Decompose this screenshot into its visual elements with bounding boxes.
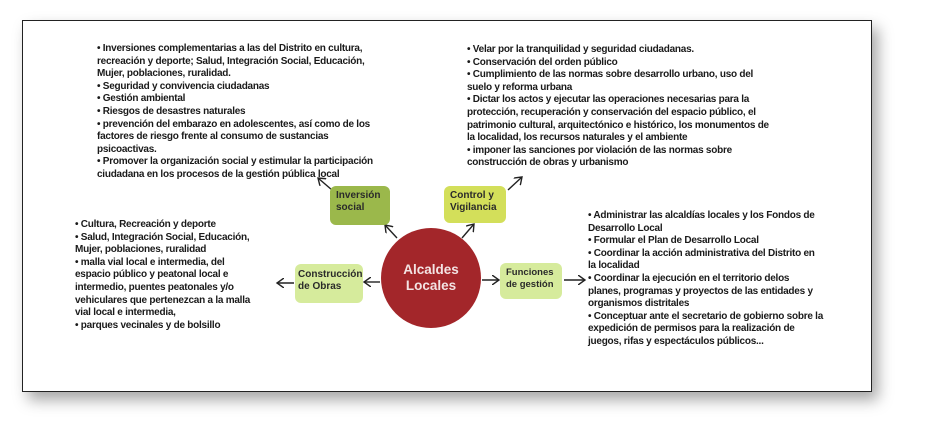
node-label: de gestión (506, 279, 554, 290)
text-line: planes, programas y proyectos de las entidades y (588, 285, 813, 297)
node-funciones-gestion (500, 263, 562, 299)
text-line: patrimonio cultural, arquitectónico e histórico, los monumentos de (467, 119, 769, 131)
node-label: Inversión (336, 190, 381, 201)
text-line: ciudadana en los procesos de la gestión pública local (97, 168, 340, 180)
text-line: • prevención del embarazo en adolescentes, así como de los (97, 118, 370, 130)
text-line: • Administrar las alcaldías locales y los Fondos de (588, 210, 815, 221)
text-line: Mujer, poblaciones, ruralidad (75, 244, 207, 256)
text-line: expedición de permisos para la realización de (588, 323, 795, 335)
text-line: • Conservación del orden público (467, 56, 618, 68)
text-line: • Coordinar la acción administrativa del Distrito en (588, 247, 815, 259)
text-line: • Seguridad y convivencia ciudadanas (97, 80, 270, 92)
text-line: • parques vecinales y de bolsillo (75, 319, 221, 331)
funciones-gestion-text (588, 210, 823, 349)
text-line: protección, recuperación y conservación del espacio público, el (467, 106, 756, 118)
text-line: Mujer, poblaciones, ruralidad. (97, 68, 231, 80)
construccion-obras-text (75, 219, 250, 332)
text-line: • Cumplimiento de las normas sobre desarrollo urbano, uso del (467, 69, 754, 81)
text-line: • Formular el Plan de Desarrollo Local (588, 235, 759, 247)
control-vigilancia-text (467, 44, 769, 170)
text-line: construcción de obras y urbanismo (467, 157, 629, 169)
text-line: vial local e intermedia, (75, 307, 176, 319)
center-label-line2: Locales (405, 278, 457, 293)
text-line: la localidad (588, 260, 640, 272)
node-label: social (336, 202, 365, 213)
text-line: • Dictar los actos y ejecutar las operaciones necesarias para la (467, 94, 750, 106)
node-label: Funciones (506, 267, 554, 278)
text-line: intermedio, puentes peatonales y/o (75, 281, 234, 293)
node-label: Control y (450, 190, 494, 201)
text-line: factores de riesgo frente al consumo de sustancias (97, 131, 329, 143)
node-label: Construcción (298, 269, 363, 280)
node-control-vigilancia (444, 186, 506, 223)
text-line: la localidad, los recursos naturales y el ambiente (467, 132, 688, 144)
arrow-control-to-text (508, 177, 522, 190)
text-line: • Riesgos de desastres naturales (97, 105, 246, 117)
text-line: • Velar por la tranquilidad y seguridad ciudadanas. (467, 44, 694, 55)
text-line: vehiculares que pertenezcan a la malla (75, 294, 251, 306)
center-label-line1: Alcaldes (403, 262, 459, 277)
text-line: recreación y deporte; Salud, Integración Social, Educación, (97, 55, 365, 67)
node-label: de Obras (298, 281, 342, 292)
node-label: Vigilancia (450, 202, 497, 213)
text-line: • Cultura, Recreación y deporte (75, 219, 216, 230)
text-line: • Promover la organización social y estimular la participación (97, 156, 373, 168)
text-line: espacio público y peatonal local e (75, 269, 229, 281)
text-line: • Salud, Integración Social, Educación, (75, 231, 250, 243)
arrow-to-inversion (385, 225, 397, 238)
text-line: • imponer las sanciones por violación de las normas sobre (467, 144, 732, 156)
text-line: • Conceptuar ante el secretario de gobierno sobre la (588, 310, 824, 322)
text-line: organismos distritales (588, 298, 690, 310)
text-line: juegos, rifas y espectáculos públicos... (588, 335, 764, 347)
center-node-alcaldes-locales (381, 228, 481, 328)
text-line: • Inversiones complementarias a las del Distrito en cultura, (97, 43, 363, 54)
text-line: • malla vial local e intermedia, del (75, 256, 225, 268)
text-line: suelo y reforma urbana (467, 81, 573, 93)
arrow-to-control (462, 224, 474, 238)
text-line: • Gestión ambiental (97, 93, 186, 105)
inversion-social-text (97, 43, 373, 182)
text-line: psicoactivas. (97, 143, 157, 155)
node-inversion-social (330, 186, 390, 225)
text-line: Desarrollo Local (588, 222, 663, 234)
node-construccion-obras (295, 264, 363, 303)
text-line: • Coordinar la ejecución en el territorio delos (588, 272, 790, 284)
